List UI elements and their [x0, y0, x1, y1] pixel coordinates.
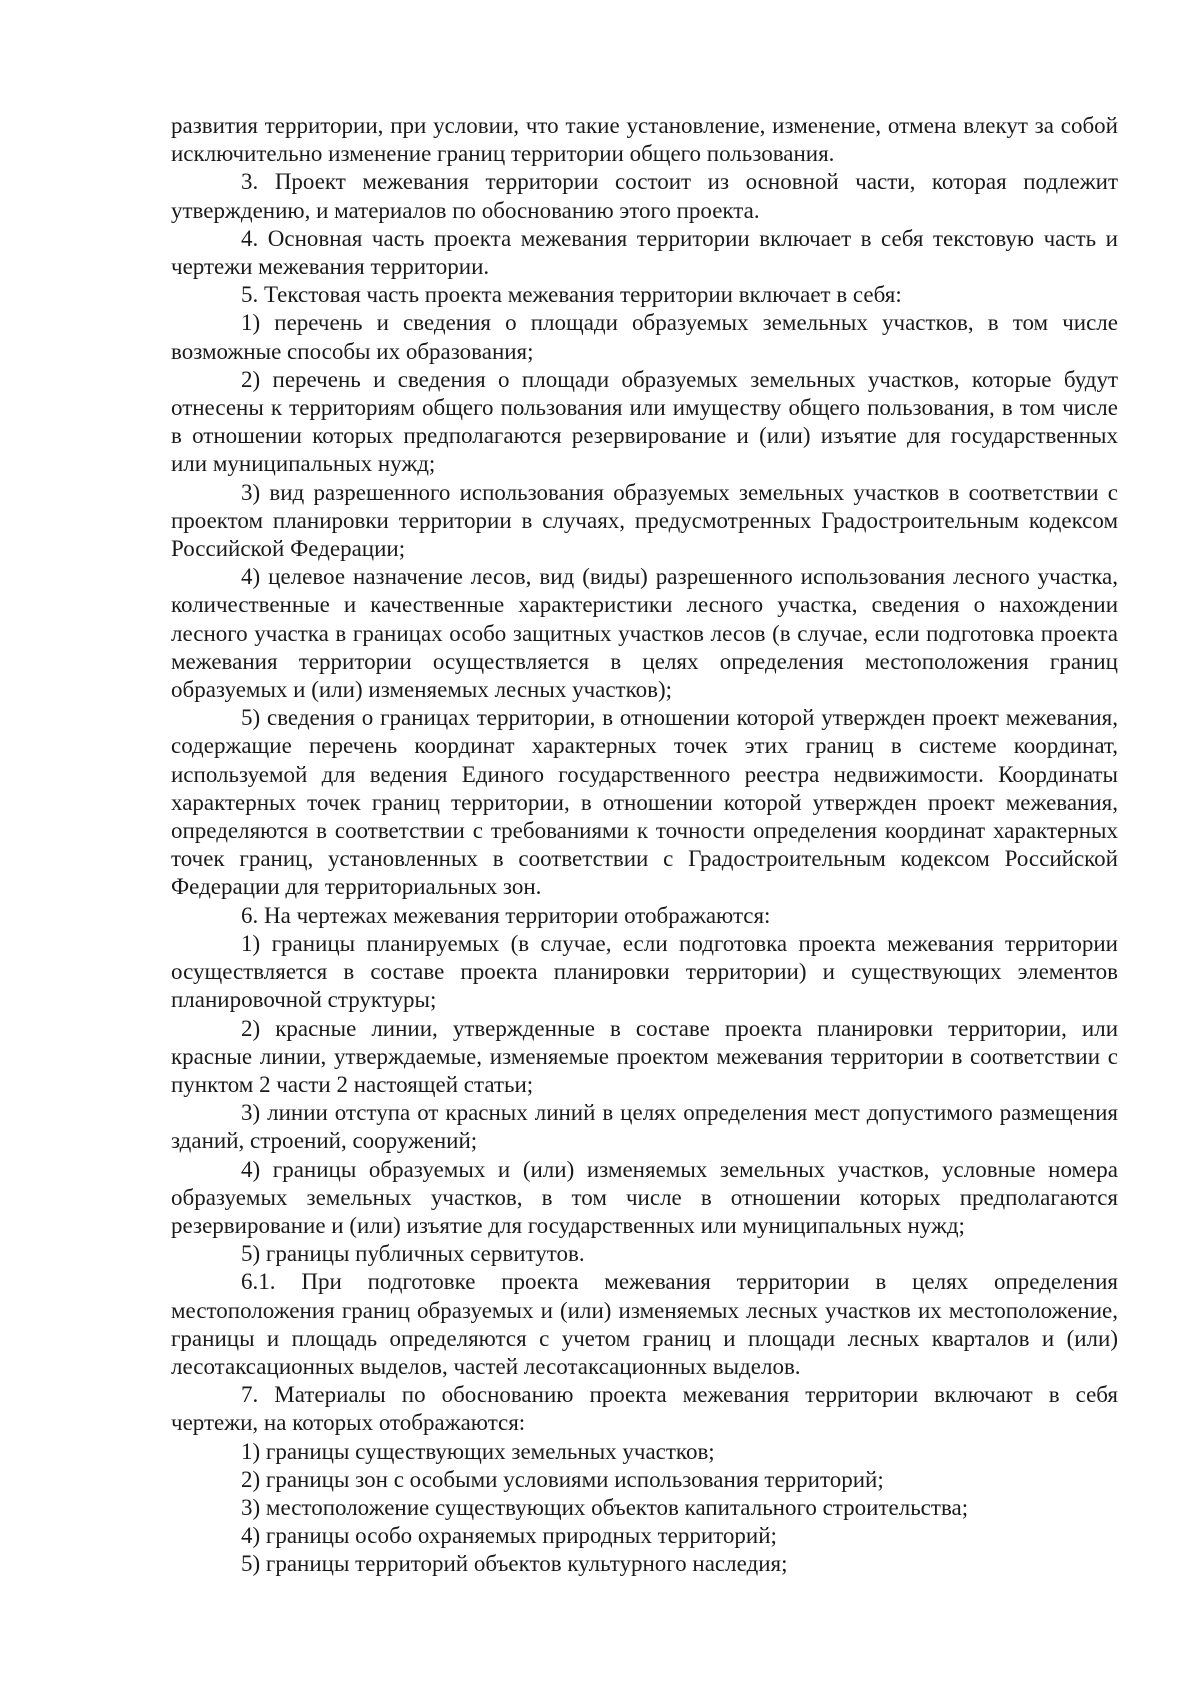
paragraph-5-item-5: 5) сведения о границах территории, в отношении которой утвержден проект межевания, содержащие перечень координат характерных точек этих границ в системе координат, используемой для ведения Единого государственного реестра недвижимости. Координаты характерных точек границ территории, в отношении которой утвержден проект межевания, определяются в соответствии с требованиями к точности определения координат характерных точек границ, установленных в соответствии с Градостроительным кодексом Российской Федерации для территориальных зон. — [171, 705, 1118, 900]
paragraph-5-item-1: 1) перечень и сведения о площади образуемых земельных участков, в том числе возможные способы их образования; — [171, 310, 1118, 364]
paragraph-6-1: 6.1. При подготовке проекта межевания территории в целях определения местоположения границ образуемых и (или) изменяемых лесных участков их местоположение, границы и площадь определяются с учетом границ и площади лесных кварталов и (или) лесотаксационных выделов, частей лесотаксационных выделов. — [171, 1269, 1118, 1379]
paragraph-6-item-5: 5) границы публичных сервитутов. — [241, 1241, 585, 1267]
paragraph-6-item-2: 2) красные линии, утвержденные в составе проекта планировки территории, или красные линии, утверждаемые, изменяемые проектом межевания территории в соответствии с пунктом 2 части 2 настоящей статьи; — [171, 1015, 1118, 1097]
paragraph-7-item-2: 2) границы зон с особыми условиями использования территорий; — [241, 1466, 884, 1492]
paragraph-3: 3. Проект межевания территории состоит из основной части, которая подлежит утверждению, и материалов по обоснованию этого проекта. — [171, 169, 1118, 223]
paragraph-7: 7. Материалы по обоснованию проекта межевания территории включают в себя чертежи, на которых отображаются: — [171, 1382, 1118, 1436]
document-body — [171, 112, 1118, 1579]
paragraph-7-item-4: 4) границы особо охраняемых природных территорий; — [241, 1523, 777, 1549]
paragraph-continuation: развития территории, при условии, что такие установление, изменение, отмена влекут за собой исключительно изменение границ территории общего пользования. — [171, 113, 1118, 167]
paragraph-6-item-3: 3) линии отступа от красных линий в целях определения мест допустимого размещения зданий, строений, сооружений; — [171, 1100, 1118, 1154]
paragraph-7-item-5: 5) границы территорий объектов культурного наследия; — [241, 1551, 788, 1577]
paragraph-6: 6. На чертежах межевания территории отображаются: — [241, 902, 771, 928]
paragraph-6-item-4: 4) границы образуемых и (или) изменяемых земельных участков, условные номера образуемых земельных участков, в том числе в отношении которых предполагаются резервирование и (или) изъятие для государственных или муниципальных нужд; — [171, 1156, 1118, 1238]
paragraph-4: 4. Основная часть проекта межевания территории включает в себя текстовую часть и чертежи межевания территории. — [171, 225, 1118, 280]
paragraph-6-item-1: 1) границы планируемых (в случае, если подготовка проекта межевания территории осуществляется в составе проекта планировки территории) и существующих элементов планировочной структуры; — [171, 930, 1118, 1013]
paragraph-5-item-3: 3) вид разрешенного использования образуемых земельных участков в соответствии с проектом планировки территории в случаях, предусмотренных Градостроительным кодексом Российской Федерации; — [171, 479, 1118, 562]
paragraph-7-item-3: 3) местоположение существующих объектов капитального строительства; — [241, 1494, 969, 1520]
paragraph-5-item-2: 2) перечень и сведения о площади образуемых земельных участков, которые будут отнесены к территориям общего пользования или имуществу общего пользования, в том числе в отношении которых предполагаются резервирование и (или) изъятие для государственных или муниципальных нужд; — [171, 366, 1118, 477]
paragraph-7-item-1: 1) границы существующих земельных участков; — [241, 1438, 715, 1464]
paragraph-5: 5. Текстовая часть проекта межевания территории включает в себя: — [241, 282, 902, 308]
paragraph-5-item-4: 4) целевое назначение лесов, вид (виды) разрешенного использования лесного участка, количественные и качественные характеристики лесного участка, сведения о нахождении лесного участка в границах особо защитных участков лесов (в случае, если подготовка проекта межевания территории осуществляется в целях определения местоположения границ образуемых и (или) изменяемых лесных участков); — [171, 564, 1118, 703]
